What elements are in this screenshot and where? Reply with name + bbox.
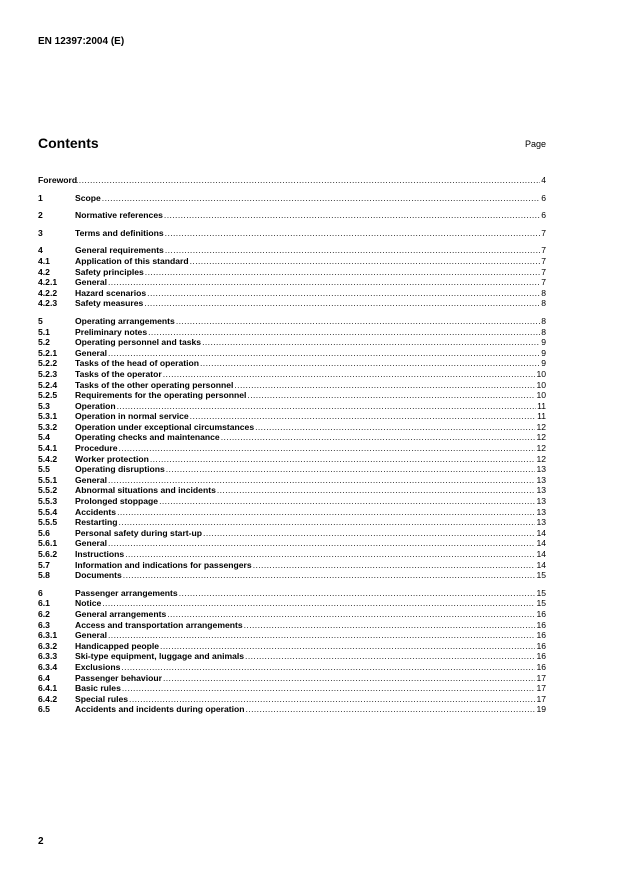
table-of-contents bbox=[38, 175, 546, 715]
toc-leader-dots bbox=[165, 245, 540, 256]
toc-entry-number: 5.1 bbox=[38, 326, 50, 337]
toc-entry bbox=[38, 598, 546, 609]
toc-entry bbox=[38, 528, 546, 539]
toc-entry-page: 12 bbox=[536, 453, 546, 464]
toc-leader-dots bbox=[190, 256, 541, 267]
toc-entry-number: 5.2.3 bbox=[38, 368, 58, 379]
toc-entry-page: 7 bbox=[541, 227, 546, 238]
toc-entry-number: 5.6 bbox=[38, 527, 50, 538]
toc-entry-title: Safety measures bbox=[75, 298, 144, 309]
toc-leader-dots bbox=[108, 277, 540, 288]
toc-entry bbox=[38, 337, 546, 348]
toc-leader-dots bbox=[244, 620, 536, 631]
toc-entry-number: 6.3.1 bbox=[38, 630, 58, 641]
toc-leader-dots bbox=[144, 298, 540, 309]
toc-leader-dots bbox=[166, 464, 536, 475]
toc-entry-number: 5 bbox=[38, 315, 43, 326]
toc-entry-number: 6.4 bbox=[38, 672, 50, 683]
toc-entry-title: Documents bbox=[75, 570, 122, 581]
toc-entry-number: 1 bbox=[38, 192, 43, 203]
toc-entry-title: Notice bbox=[75, 598, 102, 609]
toc-leader-dots bbox=[119, 443, 536, 454]
toc-entry-page: 6 bbox=[541, 210, 546, 221]
toc-entry bbox=[38, 369, 546, 380]
toc-leader-dots bbox=[217, 485, 536, 496]
toc-entry-title: Special rules bbox=[75, 693, 129, 704]
toc-entry-page: 7 bbox=[541, 266, 546, 277]
toc-leader-dots bbox=[245, 651, 535, 662]
toc-entry-page: 15 bbox=[536, 598, 546, 609]
toc-entry-number: 5.4.1 bbox=[38, 443, 58, 454]
toc-entry bbox=[38, 432, 546, 443]
toc-entry-page: 14 bbox=[536, 538, 546, 549]
toc-entry-page: 4 bbox=[541, 175, 546, 185]
toc-leader-dots bbox=[108, 348, 540, 359]
toc-entry-page: 13 bbox=[536, 506, 546, 517]
toc-entry-number: 5.6.1 bbox=[38, 538, 58, 549]
toc-leader-dots bbox=[163, 369, 536, 380]
toc-leader-dots bbox=[145, 267, 540, 278]
toc-entry-title: Accidents bbox=[75, 506, 117, 517]
toc-leader-dots bbox=[123, 570, 536, 581]
toc-entry-page: 6 bbox=[541, 192, 546, 203]
toc-entry bbox=[38, 228, 546, 239]
toc-entry bbox=[38, 348, 546, 359]
toc-entry-title: Operating checks and maintenance bbox=[75, 432, 220, 443]
toc-entry bbox=[38, 175, 546, 186]
toc-entry-page: 16 bbox=[536, 651, 546, 662]
toc-entry bbox=[38, 651, 546, 662]
toc-entry-title: Ski-type equipment, luggage and animals bbox=[75, 651, 245, 662]
toc-entry-title: Terms and definitions bbox=[75, 227, 164, 238]
toc-entry-number: 4.1 bbox=[38, 255, 50, 266]
toc-leader-dots bbox=[203, 528, 535, 539]
toc-entry-number: 6.3.3 bbox=[38, 651, 58, 662]
toc-entry-number: 5.2.4 bbox=[38, 379, 58, 390]
toc-entry bbox=[38, 401, 546, 412]
toc-entry bbox=[38, 517, 546, 528]
toc-entry-title: Restarting bbox=[75, 517, 118, 528]
toc-entry-page: 15 bbox=[536, 570, 546, 581]
toc-entry-number: 4.2.1 bbox=[38, 277, 58, 288]
toc-entry-title: Hazard scenarios bbox=[75, 287, 147, 298]
toc-entry-number: 6.3.2 bbox=[38, 640, 58, 651]
toc-leader-dots bbox=[179, 588, 536, 599]
toc-entry-page: 9 bbox=[541, 347, 546, 358]
toc-entry-title: Access and transportation arrangements bbox=[75, 619, 243, 630]
toc-leader-dots bbox=[255, 422, 535, 433]
toc-leader-dots bbox=[234, 380, 535, 391]
toc-entry-number: 2 bbox=[38, 210, 43, 221]
toc-entry-page: 8 bbox=[541, 298, 546, 309]
toc-entry-title: Exclusions bbox=[75, 661, 121, 672]
toc-entry bbox=[38, 475, 546, 486]
toc-leader-dots bbox=[176, 316, 540, 327]
toc-entry-page: 7 bbox=[541, 255, 546, 266]
toc-entry bbox=[38, 704, 546, 715]
toc-entry-title: Preliminary notes bbox=[75, 326, 148, 337]
toc-entry bbox=[38, 496, 546, 507]
toc-entry bbox=[38, 193, 546, 204]
toc-entry-page: 7 bbox=[541, 277, 546, 288]
toc-entry-title: Application of this standard bbox=[75, 255, 189, 266]
toc-entry-title: Passenger behaviour bbox=[75, 672, 162, 683]
toc-entry-number: 5.7 bbox=[38, 559, 50, 570]
toc-entry-number: 5.3.1 bbox=[38, 411, 58, 422]
toc-leader-dots bbox=[167, 609, 535, 620]
toc-leader-dots bbox=[150, 454, 536, 465]
toc-leader-dots bbox=[190, 411, 536, 422]
toc-entry-page: 13 bbox=[536, 485, 546, 496]
toc-entry-page: 9 bbox=[541, 337, 546, 348]
toc-leader-dots bbox=[121, 662, 535, 673]
toc-entry-title: Operating personnel and tasks bbox=[75, 337, 202, 348]
toc-entry-title: Personal safety during start-up bbox=[75, 527, 203, 538]
toc-entry-number: 6.1 bbox=[38, 598, 50, 609]
toc-entry-page: 12 bbox=[536, 443, 546, 454]
toc-leader-dots bbox=[164, 210, 540, 221]
toc-entry-title: General bbox=[75, 538, 108, 549]
toc-entry-number: 5.6.2 bbox=[38, 549, 58, 559]
contents-title: Contents bbox=[38, 135, 99, 151]
toc-entry bbox=[38, 485, 546, 496]
toc-leader-dots bbox=[163, 673, 536, 684]
toc-entry-page: 8 bbox=[541, 326, 546, 337]
toc-leader-dots bbox=[108, 538, 535, 549]
toc-entry-page: 10 bbox=[536, 390, 546, 401]
toc-entry-title: Operation under exceptional circumstances bbox=[75, 421, 255, 432]
toc-leader-dots bbox=[108, 475, 535, 486]
page-number: 2 bbox=[38, 836, 44, 847]
toc-entry-page: 14 bbox=[536, 559, 546, 570]
toc-entry-number: Foreword bbox=[38, 175, 78, 185]
toc-entry-page: 15 bbox=[536, 587, 546, 598]
toc-entry-page: 13 bbox=[536, 474, 546, 485]
toc-entry-page: 16 bbox=[536, 640, 546, 651]
toc-leader-dots bbox=[76, 175, 540, 186]
toc-entry-title: Operating disruptions bbox=[75, 464, 165, 475]
toc-entry-title: Accidents and incidents during operation bbox=[75, 704, 245, 715]
toc-entry-page: 7 bbox=[541, 245, 546, 256]
toc-leader-dots bbox=[160, 641, 535, 652]
toc-entry-number: 6.4.2 bbox=[38, 693, 58, 704]
toc-entry-number: 5.4.2 bbox=[38, 453, 58, 464]
toc-entry-title: General bbox=[75, 474, 108, 485]
toc-entry bbox=[38, 316, 546, 327]
toc-entry-title: Passenger arrangements bbox=[75, 587, 178, 598]
toc-entry-title: Information and indications for passengers bbox=[75, 559, 252, 570]
toc-entry-title: Operation bbox=[75, 400, 116, 411]
toc-entry-page: 9 bbox=[541, 358, 546, 369]
toc-entry-page: 10 bbox=[536, 368, 546, 379]
toc-entry-number: 5.3 bbox=[38, 400, 50, 411]
toc-entry-number: 5.5.2 bbox=[38, 485, 58, 496]
toc-entry-page: 8 bbox=[541, 315, 546, 326]
toc-entry-number: 5.5.4 bbox=[38, 506, 58, 517]
toc-entry bbox=[38, 620, 546, 631]
toc-leader-dots bbox=[246, 704, 536, 715]
toc-entry bbox=[38, 390, 546, 401]
toc-entry-title: Operating arrangements bbox=[75, 315, 175, 326]
toc-entry-page: 12 bbox=[536, 432, 546, 443]
toc-entry-number: 5.5.3 bbox=[38, 496, 58, 507]
toc-entry bbox=[38, 694, 546, 705]
toc-entry-page: 13 bbox=[536, 464, 546, 475]
toc-leader-dots bbox=[200, 358, 540, 369]
document-id-header: EN 12397:2004 (E) bbox=[38, 36, 125, 47]
toc-leader-dots bbox=[102, 598, 535, 609]
toc-entry-title: General bbox=[75, 630, 108, 641]
toc-entry-title: Tasks of the operator bbox=[75, 368, 162, 379]
toc-entry bbox=[38, 411, 546, 422]
toc-entry-page: 16 bbox=[536, 608, 546, 619]
toc-entry-title: Basic rules bbox=[75, 683, 121, 694]
toc-entry-page: 17 bbox=[536, 672, 546, 683]
toc-entry-number: 4.2 bbox=[38, 266, 50, 277]
toc-leader-dots bbox=[122, 683, 536, 694]
toc-entry-number: 5.3.2 bbox=[38, 421, 58, 432]
toc-entry-title: Normative references bbox=[75, 210, 163, 221]
toc-entry-page: 13 bbox=[536, 517, 546, 528]
toc-entry bbox=[38, 443, 546, 454]
toc-leader-dots bbox=[117, 401, 536, 412]
toc-entry bbox=[38, 641, 546, 652]
toc-entry bbox=[38, 210, 546, 221]
toc-entry-page: 11 bbox=[537, 400, 546, 411]
toc-entry-page: 17 bbox=[536, 683, 546, 694]
toc-entry bbox=[38, 560, 546, 571]
toc-entry-title: Tasks of the head of operation bbox=[75, 358, 199, 369]
toc-entry-page: 14 bbox=[536, 527, 546, 538]
toc-entry-title: General bbox=[75, 347, 108, 358]
toc-entry bbox=[38, 570, 546, 581]
toc-entry bbox=[38, 422, 546, 433]
toc-entry-page: 10 bbox=[536, 379, 546, 390]
toc-entry-title: General bbox=[75, 277, 108, 288]
toc-entry-page: 16 bbox=[536, 630, 546, 641]
toc-entry bbox=[38, 358, 546, 369]
toc-entry bbox=[38, 327, 546, 338]
toc-entry-number: 5.2.1 bbox=[38, 347, 58, 358]
toc-leader-dots bbox=[147, 288, 540, 299]
toc-entry-title: Safety principles bbox=[75, 266, 144, 277]
toc-entry bbox=[38, 549, 546, 560]
toc-leader-dots bbox=[119, 517, 536, 528]
toc-entry-number: 5.2 bbox=[38, 337, 50, 348]
toc-entry-title: Scope bbox=[75, 192, 101, 203]
toc-entry-number: 6.2 bbox=[38, 608, 50, 619]
toc-leader-dots bbox=[129, 694, 535, 705]
toc-entry bbox=[38, 630, 546, 641]
page-column-label: Page bbox=[524, 139, 546, 149]
toc-entry bbox=[38, 683, 546, 694]
toc-leader-dots bbox=[165, 228, 541, 239]
toc-entry-page: 8 bbox=[541, 287, 546, 298]
toc-leader-dots bbox=[253, 560, 536, 571]
toc-entry bbox=[38, 538, 546, 549]
toc-entry bbox=[38, 288, 546, 299]
toc-entry-title: Worker protection bbox=[75, 453, 149, 464]
toc-entry-page: 13 bbox=[536, 496, 546, 507]
toc-leader-dots bbox=[247, 390, 535, 401]
toc-entry-title: Prolonged stoppage bbox=[75, 496, 159, 507]
toc-entry-number: 6 bbox=[38, 587, 43, 598]
toc-entry-number: 5.2.5 bbox=[38, 390, 58, 401]
toc-entry-title: Abnormal situations and incidents bbox=[75, 485, 216, 496]
toc-entry-page: 14 bbox=[536, 549, 546, 559]
toc-entry-title: Procedure bbox=[75, 443, 118, 454]
toc-entry-page: 12 bbox=[536, 421, 546, 432]
toc-entry-page: 17 bbox=[536, 693, 546, 704]
toc-leader-dots bbox=[117, 507, 535, 518]
toc-entry bbox=[38, 380, 546, 391]
toc-entry-number: 5.4 bbox=[38, 432, 50, 443]
toc-entry bbox=[38, 298, 546, 309]
toc-entry bbox=[38, 662, 546, 673]
toc-entry bbox=[38, 673, 546, 684]
toc-entry bbox=[38, 609, 546, 620]
toc-entry bbox=[38, 507, 546, 518]
toc-entry-number: 5.5.1 bbox=[38, 474, 58, 485]
toc-entry-number: 4.2.2 bbox=[38, 287, 58, 298]
toc-entry-number: 6.3 bbox=[38, 619, 50, 630]
toc-entry-number: 6.5 bbox=[38, 704, 50, 715]
toc-entry bbox=[38, 588, 546, 599]
toc-leader-dots bbox=[159, 496, 535, 507]
toc-entry-number: 3 bbox=[38, 227, 43, 238]
toc-entry-page: 11 bbox=[537, 411, 546, 422]
toc-entry-title: General requirements bbox=[75, 245, 164, 256]
toc-entry-title: Instructions bbox=[75, 549, 125, 559]
toc-entry-page: 19 bbox=[536, 704, 546, 715]
toc-entry-number: 6.3.4 bbox=[38, 661, 58, 672]
toc-entry-number: 5.8 bbox=[38, 570, 50, 581]
toc-entry-number: 4 bbox=[38, 245, 43, 256]
toc-entry bbox=[38, 277, 546, 288]
toc-entry-number: 4.2.3 bbox=[38, 298, 58, 309]
toc-leader-dots bbox=[102, 193, 540, 204]
toc-entry-title: Handicapped people bbox=[75, 640, 160, 651]
toc-leader-dots bbox=[148, 327, 540, 338]
toc-leader-dots bbox=[108, 630, 535, 641]
toc-entry-number: 5.5 bbox=[38, 464, 50, 475]
toc-entry bbox=[38, 245, 546, 256]
toc-entry-number: 5.2.2 bbox=[38, 358, 58, 369]
toc-leader-dots bbox=[202, 337, 540, 348]
toc-leader-dots bbox=[125, 549, 535, 560]
toc-entry-title: Tasks of the other operating personnel bbox=[75, 379, 234, 390]
toc-entry-title: General arrangements bbox=[75, 608, 167, 619]
toc-entry-number: 6.4.1 bbox=[38, 683, 58, 694]
toc-entry-number: 5.5.5 bbox=[38, 517, 58, 528]
toc-entry-page: 16 bbox=[536, 619, 546, 630]
toc-entry-title: Operation in normal service bbox=[75, 411, 189, 422]
toc-entry bbox=[38, 464, 546, 475]
toc-leader-dots bbox=[221, 432, 536, 443]
toc-entry-title: Requirements for the operating personnel bbox=[75, 390, 247, 401]
toc-entry bbox=[38, 454, 546, 465]
toc-entry bbox=[38, 267, 546, 278]
toc-entry bbox=[38, 256, 546, 267]
toc-entry-page: 16 bbox=[536, 661, 546, 672]
